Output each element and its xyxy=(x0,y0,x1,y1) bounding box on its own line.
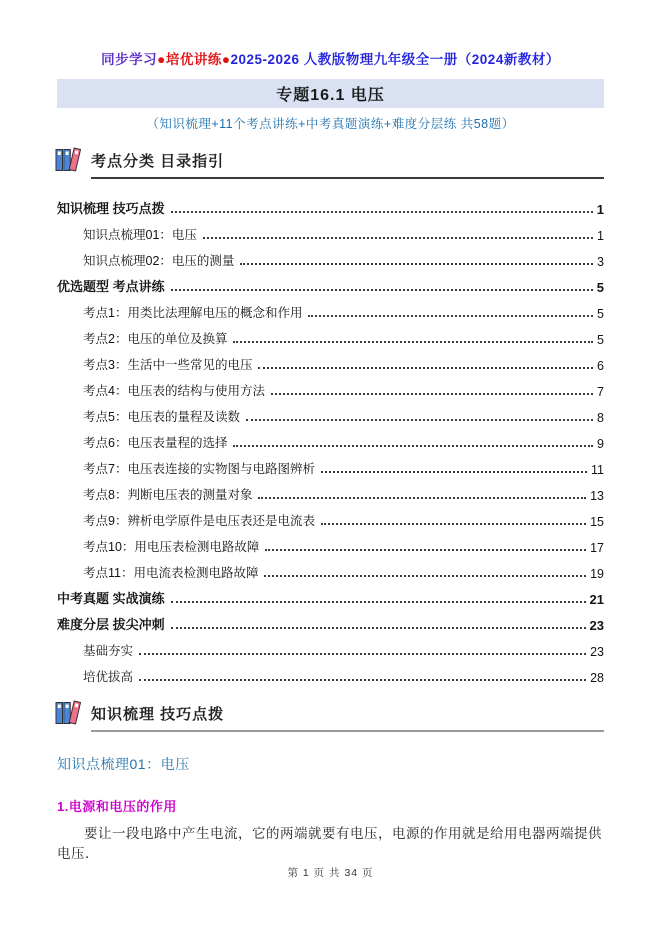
toc-item-label: 中考真题 实战演练 xyxy=(57,591,165,606)
toc-item-label: 考点6：电压表量程的选择 xyxy=(83,436,228,450)
section-header-toc xyxy=(57,150,604,179)
toc-item[interactable] xyxy=(57,321,604,347)
toc-item[interactable] xyxy=(57,555,604,581)
dot-leader xyxy=(233,445,593,447)
toc-item-page: 5 xyxy=(597,307,604,321)
dot-leader xyxy=(258,367,593,369)
toc-item[interactable] xyxy=(57,451,604,477)
header-segment-red: ●培优讲练● xyxy=(157,52,231,67)
toc-item-page: 5 xyxy=(597,333,604,347)
doc-series-header xyxy=(57,48,604,68)
section-underline xyxy=(91,730,604,732)
toc-item-label: 知识梳理 技巧点拨 xyxy=(57,201,165,216)
toc-item-page: 6 xyxy=(597,359,604,373)
dot-leader xyxy=(264,575,586,577)
toc-item[interactable] xyxy=(57,269,604,295)
toc-item-label: 知识点梳理01：电压 xyxy=(83,228,197,242)
toc-item[interactable] xyxy=(57,373,604,399)
toc-list xyxy=(57,191,604,685)
toc-item-page: 21 xyxy=(589,592,604,607)
section-title-knowledge xyxy=(91,703,224,728)
books-icon xyxy=(55,700,83,726)
dot-leader xyxy=(321,523,586,525)
toc-item-page: 23 xyxy=(589,618,604,633)
dot-leader xyxy=(171,289,593,291)
page-number-footer: 第 1 页 共 34 页 xyxy=(287,867,374,879)
toc-item-label: 考点11：用电流表检测电路故障 xyxy=(83,566,259,580)
dot-leader xyxy=(265,549,586,551)
dot-leader xyxy=(171,627,586,629)
toc-item-page: 15 xyxy=(590,515,604,529)
toc-item-page: 1 xyxy=(597,229,604,243)
toc-item[interactable] xyxy=(57,581,604,607)
header-segment-purple: 同步学习 xyxy=(101,52,158,67)
toc-item-page: 5 xyxy=(596,280,604,295)
section-title-highlighted: 考点分类 xyxy=(91,150,155,171)
dot-leader xyxy=(308,315,593,317)
toc-item[interactable] xyxy=(57,529,604,555)
toc-item[interactable] xyxy=(57,217,604,243)
topic-title: 专题16.1 电压 xyxy=(276,87,385,104)
topic-title-bar xyxy=(57,79,604,108)
dot-leader xyxy=(233,341,593,343)
books-icon xyxy=(55,147,83,173)
dot-leader xyxy=(246,419,593,421)
toc-item[interactable] xyxy=(57,347,604,373)
toc-item-label: 考点2：电压的单位及换算 xyxy=(83,332,228,346)
dot-leader xyxy=(271,393,593,395)
toc-item-page: 11 xyxy=(591,463,604,477)
toc-item-label: 考点10：用电压表检测电路故障 xyxy=(83,540,260,554)
dot-leader xyxy=(139,679,586,681)
dot-leader xyxy=(171,211,593,213)
header-segment-blue: 2025-2026 人教版物理九年级全一册（2024新教材） xyxy=(230,52,560,67)
toc-item-page: 3 xyxy=(597,255,604,269)
toc-item[interactable] xyxy=(57,399,604,425)
toc-item-page: 28 xyxy=(590,671,604,685)
section-title-rest: 目录指引 xyxy=(155,153,225,170)
toc-item-label: 难度分层 拔尖冲刺 xyxy=(57,617,165,632)
section-title-highlighted: 知识梳理 xyxy=(91,703,155,724)
body-paragraph: 要让一段电路中产生电流，它的两端就要有电压，电源的作用就是给用电器两端提供电压． xyxy=(57,826,602,862)
toc-item[interactable] xyxy=(57,659,604,685)
toc-item-page: 13 xyxy=(590,489,604,503)
toc-item-page: 23 xyxy=(590,645,604,659)
toc-item-label: 考点4：电压表的结构与使用方法 xyxy=(83,384,265,398)
topic-subtitle: （知识梳理+11个考点讲练+中考真题演练+难度分层练 共58题） xyxy=(146,117,515,131)
section-header-knowledge xyxy=(57,703,604,732)
toc-item-label: 考点9：辨析电学原件是电压表还是电流表 xyxy=(83,514,315,528)
toc-item-page: 8 xyxy=(597,411,604,425)
toc-item[interactable] xyxy=(57,633,604,659)
toc-item-label: 基础夯实 xyxy=(83,644,134,658)
toc-item[interactable] xyxy=(57,191,604,217)
dot-leader xyxy=(258,497,586,499)
toc-item[interactable] xyxy=(57,425,604,451)
dot-leader xyxy=(321,471,587,473)
toc-item[interactable] xyxy=(57,295,604,321)
toc-item-label: 知识点梳理02：电压的测量 xyxy=(83,254,235,268)
toc-item-label: 优选题型 考点讲练 xyxy=(57,279,165,294)
section-title-rest: 技巧点拨 xyxy=(155,706,225,723)
dot-leader xyxy=(203,237,593,239)
toc-item-label: 考点5：电压表的量程及读数 xyxy=(83,410,240,424)
toc-item-label: 考点3：生活中一些常见的电压 xyxy=(83,358,253,372)
knowledge-point-subheading: 知识点梳理01：电压 xyxy=(57,756,190,772)
dot-leader xyxy=(171,601,586,603)
toc-item[interactable] xyxy=(57,243,604,269)
toc-item[interactable] xyxy=(57,607,604,633)
toc-item-label: 考点7：电压表连接的实物图与电路图辨析 xyxy=(83,462,315,476)
toc-item[interactable] xyxy=(57,477,604,503)
toc-item-page: 19 xyxy=(590,567,604,581)
toc-item-label: 培优拔高 xyxy=(83,670,134,684)
section-title-toc xyxy=(91,150,224,175)
point-heading: 1.电源和电压的作用 xyxy=(57,799,177,814)
section-underline xyxy=(91,177,604,179)
toc-item[interactable] xyxy=(57,503,604,529)
toc-item-label: 考点8：判断电压表的测量对象 xyxy=(83,488,253,502)
toc-item-page: 1 xyxy=(596,202,604,217)
toc-item-page: 7 xyxy=(597,385,604,399)
toc-item-page: 9 xyxy=(597,437,604,451)
toc-item-page: 17 xyxy=(590,541,604,555)
dot-leader xyxy=(240,263,593,265)
toc-item-label: 考点1：用类比法理解电压的概念和作用 xyxy=(83,306,303,320)
dot-leader xyxy=(139,653,586,655)
